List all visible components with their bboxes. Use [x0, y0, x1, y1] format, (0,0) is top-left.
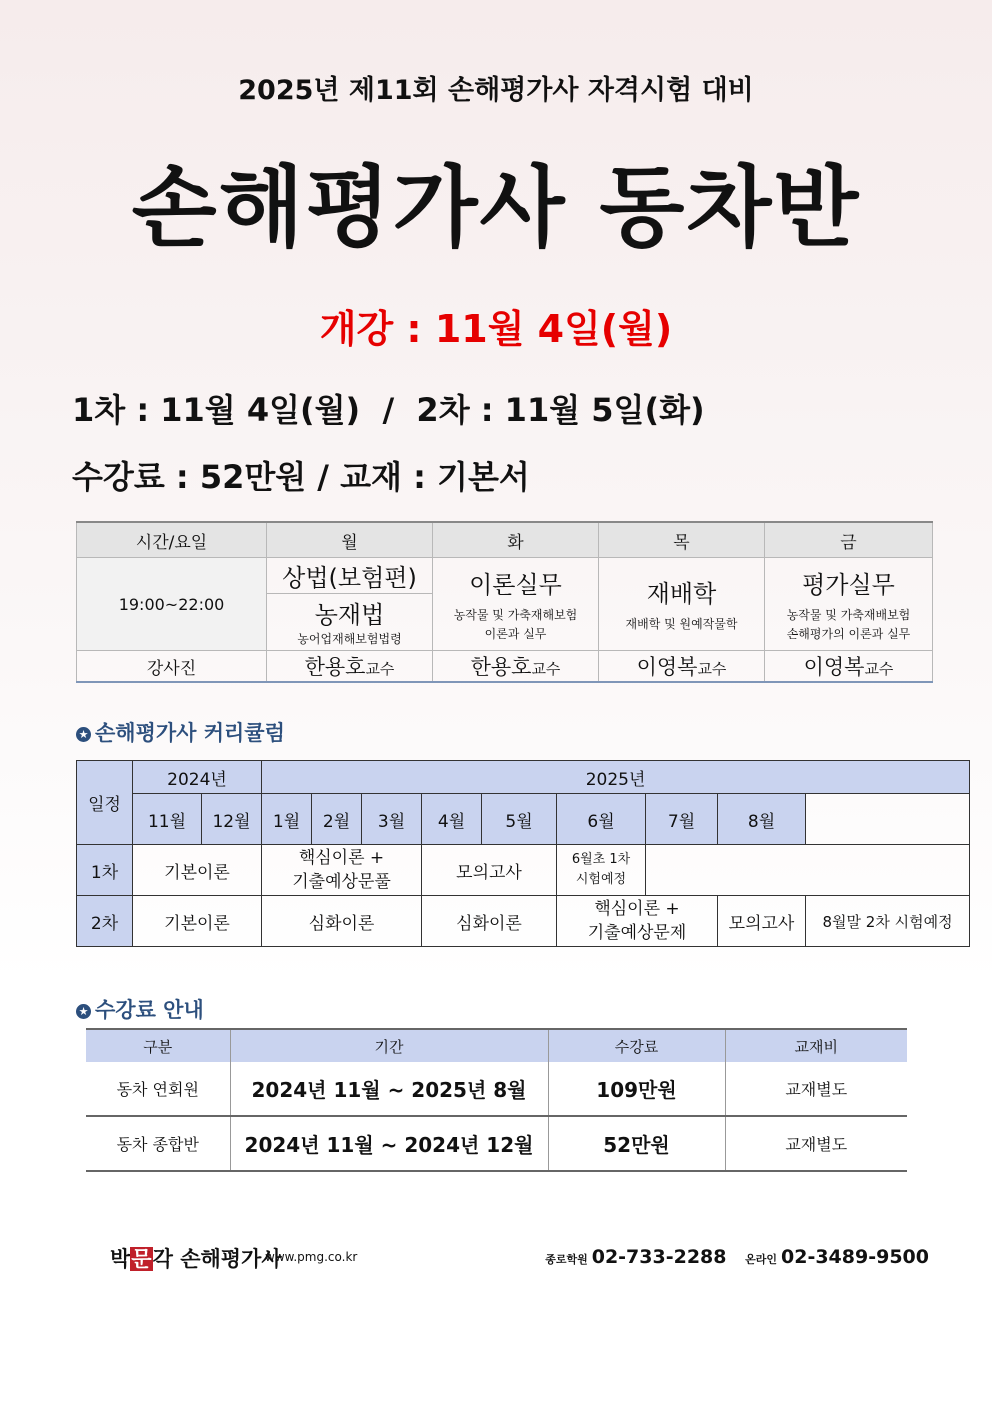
online-phone[interactable]: 02-3489-9500 [781, 1246, 929, 1268]
month-jun: 6월 [557, 794, 646, 845]
fee-book: 교재별도 [725, 1062, 907, 1116]
round1-label: 1차 [77, 845, 133, 896]
round2-deep-2: 심화이론 [422, 896, 557, 947]
round1-empty [646, 845, 970, 896]
fee-section-title: ★ 수강료 안내 [76, 994, 204, 1024]
year-2024: 2024년 [133, 761, 262, 794]
round2-basic: 기본이론 [133, 896, 262, 947]
header-time-day: 시간/요일 [77, 522, 267, 558]
fee-header-period: 기간 [230, 1029, 548, 1062]
mon-subject-2: 농재법 농어업재해보험법령 [267, 594, 433, 651]
month-nov: 11월 [133, 794, 202, 845]
month-apr: 4월 [422, 794, 482, 845]
teacher-mon: 한용호교수 [267, 651, 433, 683]
schedule-label: 일정 [77, 761, 133, 845]
star-icon: ★ [76, 727, 91, 742]
fee-header-book: 교재비 [725, 1029, 907, 1062]
month-dec: 12월 [202, 794, 262, 845]
round2-deep-1: 심화이론 [262, 896, 422, 947]
round1-mock: 모의고사 [422, 845, 557, 896]
teacher-thu: 이영복교수 [599, 651, 765, 683]
round2-core: 핵심이론 + 기출예상문제 [557, 896, 718, 947]
campus-phone[interactable]: 02-733-2288 [591, 1246, 727, 1268]
month-feb: 2월 [312, 794, 362, 845]
month-mar: 3월 [362, 794, 422, 845]
fri-subject: 평가실무 농작물 및 가축재배보험 손해평가의 이론과 실무 [765, 558, 933, 651]
fee-type: 동차 연회원 [86, 1062, 230, 1116]
mon-subject-1: 상법(보험편) [267, 558, 433, 594]
fee-type: 동차 종합반 [86, 1116, 230, 1171]
teacher-label: 강사진 [77, 651, 267, 683]
header-tue: 화 [433, 522, 599, 558]
header-mon: 월 [267, 522, 433, 558]
round1-core: 핵심이론 + 기출예상문풀 [262, 845, 422, 896]
round1-exam: 6월초 1차 시험예정 [557, 845, 646, 896]
thu-subject: 재배학 재배학 및 원예작물학 [599, 558, 765, 651]
fee-book: 교재별도 [725, 1116, 907, 1171]
teacher-fri: 이영복교수 [765, 651, 933, 683]
fee-summary: 수강료 : 52만원 / 교재 : 기본서 [72, 458, 530, 496]
round2-exam: 8월말 2차 시험예정 [806, 896, 970, 947]
month-may: 5월 [482, 794, 557, 845]
fee-header-type: 구분 [86, 1029, 230, 1062]
website-link[interactable]: www.pmg.co.kr [265, 1250, 358, 1264]
round1-basic: 기본이론 [133, 845, 262, 896]
round-dates: 1차 : 11월 4일(월) / 2차 : 11월 5일(화) [72, 391, 705, 429]
fee-period: 2024년 11월 ~ 2025년 8월 [230, 1062, 548, 1116]
curriculum-section-title: ★ 손해평가사 커리큘럼 [76, 717, 285, 747]
empty-cell [806, 794, 970, 845]
header-fri: 금 [765, 522, 933, 558]
year-2025: 2025년 [262, 761, 970, 794]
fee-price: 109만원 [548, 1062, 725, 1116]
fee-header-price: 수강료 [548, 1029, 725, 1062]
table-row [86, 1116, 907, 1171]
curriculum-table [76, 760, 970, 947]
round2-mock: 모의고사 [718, 896, 806, 947]
exam-subtitle: 2025년 제11회 손해평가사 자격시험 대비 [238, 75, 754, 106]
weekly-schedule-table [76, 521, 933, 683]
class-time: 19:00~22:00 [77, 558, 267, 651]
teacher-tue: 한용호교수 [433, 651, 599, 683]
header-thu: 목 [599, 522, 765, 558]
table-row [86, 1062, 907, 1116]
month-jan: 1월 [262, 794, 312, 845]
fee-price: 52만원 [548, 1116, 725, 1171]
fee-period: 2024년 11월 ~ 2024년 12월 [230, 1116, 548, 1171]
open-date: 개강 : 11월 4일(월) [319, 307, 673, 351]
brand-logo: 박문각 손해평가사 [110, 1247, 282, 1271]
contact-info [545, 1246, 929, 1268]
campus-label: 종로학원 [545, 1253, 588, 1266]
month-jul: 7월 [646, 794, 718, 845]
star-icon: ★ [76, 1004, 91, 1019]
page-title: 손해평가사 동차반 [131, 156, 861, 259]
online-label: 온라인 [745, 1253, 778, 1266]
fee-table [86, 1028, 907, 1172]
round2-label: 2차 [77, 896, 133, 947]
month-aug: 8월 [718, 794, 806, 845]
tue-subject: 이론실무 농작물 및 가축재해보험 이론과 실무 [433, 558, 599, 651]
